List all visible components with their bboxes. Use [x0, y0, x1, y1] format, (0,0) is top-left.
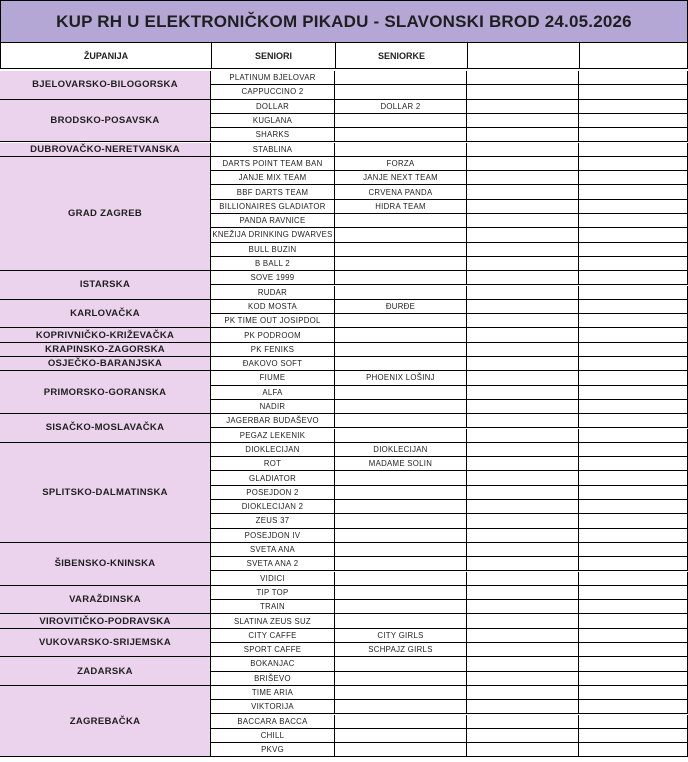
seniori-team-cell: CITY CAFFE	[211, 629, 335, 643]
empty-cell	[467, 85, 579, 99]
county-cell: ŠIBENSKO-KNINSKA	[0, 543, 211, 586]
empty-cell	[467, 100, 579, 114]
seniorke-team-cell: CITY GIRLS	[335, 629, 467, 643]
seniori-team-cell: TRAIN	[211, 600, 335, 614]
empty-cell	[467, 629, 579, 643]
empty-cell	[467, 214, 579, 228]
seniori-team-cell: SVETA ANA 2	[211, 557, 335, 571]
seniorke-team-cell	[335, 429, 467, 443]
seniorke-team-cell	[335, 143, 467, 157]
seniori-team-cell: PLATINUM BJELOVAR	[211, 71, 335, 85]
empty-cell	[467, 514, 579, 528]
seniori-team-cell: POSEJDON IV	[211, 529, 335, 543]
empty-cell	[579, 214, 688, 228]
header-empty-2	[579, 43, 688, 69]
seniori-team-cell: TIME ARIA	[211, 686, 335, 700]
empty-cell	[579, 557, 688, 571]
seniorke-team-cell	[335, 586, 467, 600]
empty-cell	[467, 157, 579, 171]
seniorke-team-cell	[335, 600, 467, 614]
county-cell: GRAD ZAGREB	[0, 157, 211, 271]
seniori-team-cell: SLATINA ZEUS SUZ	[211, 614, 335, 628]
county-cell: VARAŽDINSKA	[0, 586, 211, 615]
seniorke-team-cell	[335, 85, 467, 99]
empty-cell	[467, 185, 579, 199]
seniori-team-cell: STABLINA	[211, 143, 335, 157]
empty-cell	[467, 371, 579, 385]
header-zupanija: ŽUPANIJA	[0, 43, 211, 69]
empty-cell	[579, 586, 688, 600]
seniori-team-cell: BBF DARTS TEAM	[211, 185, 335, 199]
seniori-team-cell: DOLLAR	[211, 100, 335, 114]
seniorke-team-cell	[335, 214, 467, 228]
seniorke-team-cell	[335, 743, 467, 757]
empty-cell	[579, 657, 688, 671]
empty-cell	[579, 443, 688, 457]
county-cell: VIROVITIČKO-PODRAVSKA	[0, 614, 211, 628]
empty-cell	[467, 300, 579, 314]
empty-cell	[467, 143, 579, 157]
seniori-team-cell: VIKTORIJA	[211, 700, 335, 714]
empty-cell	[467, 672, 579, 686]
seniorke-team-cell: ĐURĐE	[335, 300, 467, 314]
seniorke-team-cell	[335, 114, 467, 128]
seniori-team-cell: FIUME	[211, 371, 335, 385]
empty-cell	[467, 600, 579, 614]
county-cell: BRODSKO-POSAVSKA	[0, 100, 211, 143]
empty-cell	[467, 228, 579, 242]
empty-cell	[579, 300, 688, 314]
empty-cell	[467, 171, 579, 185]
seniorke-team-cell: FORZA	[335, 157, 467, 171]
empty-cell	[467, 471, 579, 485]
empty-cell	[467, 557, 579, 571]
empty-cell	[579, 100, 688, 114]
county-cell: ZADARSKA	[0, 657, 211, 686]
seniorke-team-cell	[335, 257, 467, 271]
empty-cell	[467, 128, 579, 142]
county-cell: ZAGREBAČKA	[0, 686, 211, 758]
seniorke-team-cell	[335, 243, 467, 257]
empty-cell	[579, 257, 688, 271]
empty-cell	[467, 400, 579, 414]
empty-cell	[467, 243, 579, 257]
seniori-team-cell: SHARKS	[211, 128, 335, 142]
seniorke-team-cell	[335, 343, 467, 357]
seniorke-team-cell	[335, 357, 467, 371]
empty-cell	[467, 286, 579, 300]
empty-cell	[579, 185, 688, 199]
header-seniori: SENIORI	[211, 43, 335, 69]
empty-cell	[579, 729, 688, 743]
empty-cell	[467, 586, 579, 600]
seniorke-team-cell	[335, 614, 467, 628]
empty-cell	[579, 143, 688, 157]
seniori-team-cell: BACCARA BACCA	[211, 715, 335, 729]
empty-cell	[467, 114, 579, 128]
seniori-team-cell: BOKANJAC	[211, 657, 335, 671]
empty-cell	[579, 228, 688, 242]
seniorke-team-cell	[335, 228, 467, 242]
empty-cell	[579, 486, 688, 500]
seniori-team-cell: CHILL	[211, 729, 335, 743]
empty-cell	[579, 715, 688, 729]
seniori-team-cell: KOD MOSTA	[211, 300, 335, 314]
seniori-team-cell: BILLIONAIRES GLADIATOR	[211, 200, 335, 214]
seniori-team-cell: DIOKLECIJAN 2	[211, 500, 335, 514]
empty-cell	[467, 414, 579, 428]
seniori-team-cell: ROT	[211, 457, 335, 471]
seniorke-team-cell	[335, 286, 467, 300]
county-cell: KOPRIVNIČKO-KRIŽEVAČKA	[0, 328, 211, 342]
county-cell: SISAČKO-MOSLAVAČKA	[0, 414, 211, 443]
empty-cell	[579, 171, 688, 185]
seniorke-team-cell	[335, 328, 467, 342]
seniori-team-cell: VIDICI	[211, 572, 335, 586]
empty-cell	[467, 500, 579, 514]
empty-cell	[579, 743, 688, 757]
seniorke-team-cell	[335, 543, 467, 557]
seniorke-team-cell	[335, 400, 467, 414]
empty-cell	[467, 486, 579, 500]
empty-cell	[579, 314, 688, 328]
empty-cell	[579, 500, 688, 514]
empty-cell	[467, 71, 579, 85]
empty-cell	[579, 85, 688, 99]
seniorke-team-cell	[335, 672, 467, 686]
empty-cell	[579, 328, 688, 342]
seniorke-team-cell	[335, 729, 467, 743]
seniorke-team-cell: PHOENIX LOŠINJ	[335, 371, 467, 385]
seniorke-team-cell: MADAME SOLIN	[335, 457, 467, 471]
empty-cell	[467, 314, 579, 328]
empty-cell	[467, 700, 579, 714]
seniori-team-cell: DARTS POINT TEAM BAN	[211, 157, 335, 171]
seniori-team-cell: PANDA RAVNICE	[211, 214, 335, 228]
seniori-team-cell: ĐAKOVO SOFT	[211, 357, 335, 371]
empty-cell	[579, 572, 688, 586]
seniori-team-cell: ZEUS 37	[211, 514, 335, 528]
empty-cell	[467, 271, 579, 285]
empty-cell	[579, 157, 688, 171]
empty-cell	[467, 729, 579, 743]
empty-cell	[579, 700, 688, 714]
empty-cell	[579, 686, 688, 700]
seniorke-team-cell	[335, 314, 467, 328]
seniori-team-cell: BULL BUZIN	[211, 243, 335, 257]
seniorke-team-cell	[335, 572, 467, 586]
county-cell: VUKOVARSKO-SRIJEMSKA	[0, 629, 211, 658]
header-row	[0, 43, 688, 70]
county-cell: SPLITSKO-DALMATINSKA	[0, 443, 211, 543]
empty-cell	[467, 200, 579, 214]
seniori-team-cell: JAGERBAR BUDAŠEVO	[211, 414, 335, 428]
seniorke-team-cell	[335, 486, 467, 500]
seniori-team-cell: KNEŽIJA DRINKING DWARVES	[211, 228, 335, 242]
seniori-team-cell: PK FENIKS	[211, 343, 335, 357]
seniorke-team-cell	[335, 271, 467, 285]
seniorke-team-cell	[335, 71, 467, 85]
empty-cell	[579, 357, 688, 371]
empty-cell	[579, 672, 688, 686]
empty-cell	[467, 572, 579, 586]
seniori-team-cell: CAPPUCCINO 2	[211, 85, 335, 99]
seniori-team-cell: GLADIATOR	[211, 471, 335, 485]
seniori-team-cell: PK TIME OUT JOSIPDOL	[211, 314, 335, 328]
empty-cell	[579, 200, 688, 214]
seniori-team-cell: PKVG	[211, 743, 335, 757]
empty-cell	[579, 71, 688, 85]
empty-cell	[579, 271, 688, 285]
seniori-team-cell: BRIŠEVO	[211, 672, 335, 686]
empty-cell	[579, 529, 688, 543]
seniorke-team-cell	[335, 529, 467, 543]
empty-cell	[467, 443, 579, 457]
seniorke-team-cell	[335, 700, 467, 714]
empty-cell	[579, 514, 688, 528]
county-cell: KRAPINSKO-ZAGORSKA	[0, 343, 211, 357]
empty-cell	[579, 343, 688, 357]
header-seniorke: SENIORKE	[335, 43, 467, 69]
seniorke-team-cell	[335, 657, 467, 671]
empty-cell	[467, 257, 579, 271]
empty-cell	[467, 529, 579, 543]
seniori-team-cell: SVETA ANA	[211, 543, 335, 557]
seniori-team-cell: B BALL 2	[211, 257, 335, 271]
county-cell: OSJEČKO-BARANJSKA	[0, 357, 211, 371]
empty-cell	[579, 429, 688, 443]
seniorke-team-cell: CRVENA PANDA	[335, 185, 467, 199]
seniori-team-cell: JANJE MIX TEAM	[211, 171, 335, 185]
empty-cell	[467, 429, 579, 443]
seniori-team-cell: PK PODROOM	[211, 328, 335, 342]
empty-cell	[579, 243, 688, 257]
empty-cell	[467, 657, 579, 671]
seniorke-team-cell	[335, 386, 467, 400]
seniori-team-cell: KUGLANA	[211, 114, 335, 128]
empty-cell	[579, 600, 688, 614]
empty-cell	[579, 471, 688, 485]
empty-cell	[467, 543, 579, 557]
empty-cell	[467, 343, 579, 357]
seniorke-team-cell: SCHPAJZ GIRLS	[335, 643, 467, 657]
empty-cell	[579, 286, 688, 300]
seniori-team-cell: RUDAR	[211, 286, 335, 300]
empty-cell	[467, 686, 579, 700]
seniorke-team-cell	[335, 500, 467, 514]
county-cell: BJELOVARSKO-BILOGORSKA	[0, 71, 211, 100]
seniorke-team-cell	[335, 715, 467, 729]
seniorke-team-cell: DIOKLECIJAN	[335, 443, 467, 457]
empty-cell	[579, 386, 688, 400]
seniori-team-cell: PEGAZ LEKENIK	[211, 429, 335, 443]
header-empty-1	[467, 43, 579, 69]
empty-cell	[579, 629, 688, 643]
seniorke-team-cell	[335, 128, 467, 142]
seniorke-team-cell: DOLLAR 2	[335, 100, 467, 114]
empty-cell	[467, 457, 579, 471]
empty-cell	[579, 128, 688, 142]
empty-cell	[467, 743, 579, 757]
county-cell: KARLOVAČKA	[0, 300, 211, 329]
empty-cell	[579, 400, 688, 414]
empty-cell	[467, 328, 579, 342]
empty-cell	[467, 614, 579, 628]
seniori-team-cell: SOVE 1999	[211, 271, 335, 285]
empty-cell	[579, 614, 688, 628]
seniorke-team-cell: HIDRA TEAM	[335, 200, 467, 214]
empty-cell	[579, 414, 688, 428]
seniorke-team-cell	[335, 514, 467, 528]
seniori-team-cell: NADIR	[211, 400, 335, 414]
seniori-team-cell: SPORT CAFFE	[211, 643, 335, 657]
seniorke-team-cell	[335, 414, 467, 428]
seniorke-team-cell	[335, 557, 467, 571]
seniori-team-cell: TIP TOP	[211, 586, 335, 600]
empty-cell	[467, 715, 579, 729]
seniorke-team-cell	[335, 686, 467, 700]
sheet-title: KUP RH U ELEKTRONIČKOM PIKADU - SLAVONSKI BROD 24.05.2026	[0, 0, 688, 43]
empty-cell	[579, 114, 688, 128]
seniori-team-cell: DIOKLECIJAN	[211, 443, 335, 457]
seniorke-team-cell	[335, 471, 467, 485]
empty-cell	[579, 457, 688, 471]
seniori-team-cell: ALFA	[211, 386, 335, 400]
empty-cell	[579, 543, 688, 557]
empty-cell	[579, 643, 688, 657]
county-cell: DUBROVAČKO-NERETVANSKA	[0, 143, 211, 157]
empty-cell	[467, 643, 579, 657]
empty-cell	[579, 371, 688, 385]
seniorke-team-cell: JANJE NEXT TEAM	[335, 171, 467, 185]
seniori-team-cell: POSEJDON 2	[211, 486, 335, 500]
empty-cell	[467, 357, 579, 371]
county-cell: ISTARSKA	[0, 271, 211, 300]
empty-cell	[467, 386, 579, 400]
county-cell: PRIMORSKO-GORANSKA	[0, 371, 211, 414]
